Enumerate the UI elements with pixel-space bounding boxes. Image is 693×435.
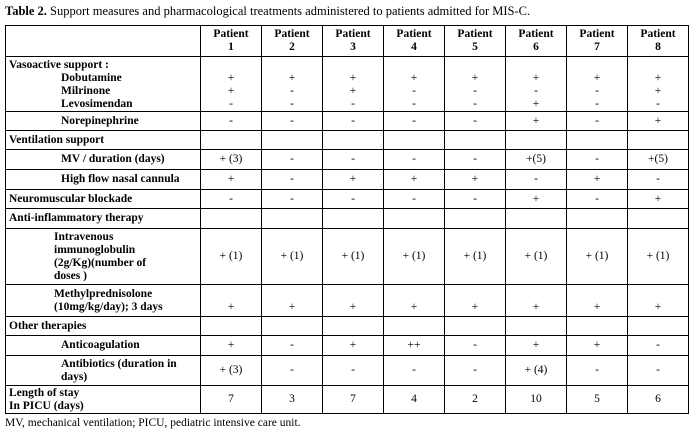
norepinephrine-cell: - <box>201 112 262 131</box>
norepinephrine-cell: - <box>445 112 506 131</box>
caption-text: Support measures and pharmacological treatments administered to patients admitted for MIS-C. <box>46 4 531 18</box>
norepinephrine-cell: + <box>628 112 689 131</box>
methylprednisolone-cell: + <box>628 285 689 317</box>
neuromuscular-cell: - <box>262 190 323 209</box>
length-of-stay-cell: 6 <box>628 386 689 414</box>
neuromuscular-label: Neuromuscular blockade <box>6 190 201 209</box>
ivig-cell: + (1) <box>262 229 323 285</box>
antibiotics-cell: - <box>384 356 445 386</box>
hfnc-cell: - <box>628 170 689 190</box>
antibiotics-cell: - <box>628 356 689 386</box>
anticoagulation-row <box>6 336 689 356</box>
vasoactive-row <box>6 57 689 112</box>
methylprednisolone-cell: + <box>567 285 628 317</box>
mv-label: MV / duration (days) <box>6 150 201 170</box>
norepinephrine-cell: - <box>567 112 628 131</box>
hfnc-cell: + <box>445 170 506 190</box>
length-of-stay-row <box>6 386 689 414</box>
length-of-stay-label: Length of stay In PICU (days) <box>6 386 201 414</box>
neuromuscular-cell: + <box>628 190 689 209</box>
mv-cell: +(5) <box>506 150 567 170</box>
norepinephrine-cell: - <box>323 112 384 131</box>
antibiotics-cell: - <box>323 356 384 386</box>
mv-cell: + (3) <box>201 150 262 170</box>
hfnc-cell: - <box>506 170 567 190</box>
antibiotics-label: Antibiotics (duration in days) <box>6 356 201 386</box>
vasoactive-cell: + - - <box>445 57 506 112</box>
antibiotics-cell: - <box>445 356 506 386</box>
anticoagulation-cell: + <box>201 336 262 356</box>
neuromuscular-cell: - <box>201 190 262 209</box>
mv-cell: - <box>323 150 384 170</box>
dobutamine-label: Dobutamine <box>61 72 122 84</box>
methylprednisolone-row <box>6 285 689 317</box>
vasoactive-cell: + + - <box>628 57 689 112</box>
length-of-stay-cell: 7 <box>323 386 384 414</box>
mv-cell: - <box>384 150 445 170</box>
header-blank-cell <box>6 26 201 57</box>
mv-row <box>6 150 689 170</box>
ivig-label: Intravenous immunoglobulin (2g/Kg)(number of doses ) <box>6 229 201 285</box>
anti-inflammatory-title: Anti-inflammatory therapy <box>6 209 201 229</box>
anticoagulation-cell: + <box>567 336 628 356</box>
other-therapies-title: Other therapies <box>6 317 201 336</box>
header-patient-2: Patient 2 <box>262 26 323 57</box>
norepinephrine-cell: - <box>384 112 445 131</box>
antibiotics-cell: + (3) <box>201 356 262 386</box>
anticoagulation-cell: + <box>506 336 567 356</box>
header-patient-5: Patient 5 <box>445 26 506 57</box>
treatment-table <box>5 25 689 414</box>
length-of-stay-cell: 2 <box>445 386 506 414</box>
neuromuscular-row <box>6 190 689 209</box>
neuromuscular-cell: - <box>445 190 506 209</box>
length-of-stay-cell: 10 <box>506 386 567 414</box>
ivig-cell: + (1) <box>445 229 506 285</box>
norepinephrine-cell: - <box>262 112 323 131</box>
anticoagulation-cell: - <box>445 336 506 356</box>
length-of-stay-cell: 5 <box>567 386 628 414</box>
methylprednisolone-cell: + <box>262 285 323 317</box>
vasoactive-cell: + - - <box>384 57 445 112</box>
table-caption <box>5 3 530 19</box>
levosimendan-label: Levosimendan <box>61 98 133 110</box>
anticoagulation-cell: - <box>262 336 323 356</box>
length-of-stay-cell: 7 <box>201 386 262 414</box>
length-of-stay-cell: 3 <box>262 386 323 414</box>
header-patient-4: Patient 4 <box>384 26 445 57</box>
methylprednisolone-label: Methylprednisolone (10mg/kg/day); 3 days <box>6 285 201 317</box>
ivig-row <box>6 229 689 285</box>
anti-inflammatory-title-row <box>6 209 689 229</box>
vasoactive-label-cell <box>6 57 201 112</box>
antibiotics-cell: + (4) <box>506 356 567 386</box>
methylprednisolone-cell: + <box>384 285 445 317</box>
antibiotics-cell: - <box>567 356 628 386</box>
ivig-cell: + (1) <box>384 229 445 285</box>
hfnc-label: High flow nasal cannula <box>6 170 201 190</box>
hfnc-cell: - <box>262 170 323 190</box>
antibiotics-cell: - <box>262 356 323 386</box>
caption-label: Table 2. <box>5 4 47 18</box>
vasoactive-cell: + - - <box>567 57 628 112</box>
header-patient-6: Patient 6 <box>506 26 567 57</box>
mv-cell: - <box>445 150 506 170</box>
methylprednisolone-cell: + <box>445 285 506 317</box>
antibiotics-row <box>6 356 689 386</box>
vasoactive-cell: + - + <box>506 57 567 112</box>
ivig-cell: + (1) <box>628 229 689 285</box>
header-row <box>6 26 689 57</box>
header-patient-1: Patient 1 <box>201 26 262 57</box>
ivig-cell: + (1) <box>506 229 567 285</box>
methylprednisolone-cell: + <box>201 285 262 317</box>
norepinephrine-row <box>6 112 689 131</box>
anticoagulation-label: Anticoagulation <box>6 336 201 356</box>
methylprednisolone-cell: + <box>506 285 567 317</box>
neuromuscular-cell: + <box>506 190 567 209</box>
hfnc-cell: + <box>201 170 262 190</box>
methylprednisolone-cell: + <box>323 285 384 317</box>
ivig-cell: + (1) <box>323 229 384 285</box>
anticoagulation-cell: ++ <box>384 336 445 356</box>
hfnc-cell: + <box>384 170 445 190</box>
other-therapies-title-row <box>6 317 689 336</box>
ivig-cell: + (1) <box>201 229 262 285</box>
ventilation-title: Ventilation support <box>6 131 201 150</box>
milrinone-label: Milrinone <box>61 85 111 97</box>
neuromuscular-cell: - <box>384 190 445 209</box>
header-patient-7: Patient 7 <box>567 26 628 57</box>
neuromuscular-cell: - <box>323 190 384 209</box>
mv-cell: - <box>567 150 628 170</box>
anticoagulation-cell: + <box>323 336 384 356</box>
table-footnote: MV, mechanical ventilation; PICU, pediatric intensive care unit. <box>5 417 301 429</box>
header-patient-3: Patient 3 <box>323 26 384 57</box>
vasoactive-cell: + + - <box>201 57 262 112</box>
norepinephrine-cell: + <box>506 112 567 131</box>
mv-cell: +(5) <box>628 150 689 170</box>
hfnc-cell: + <box>567 170 628 190</box>
ivig-cell: + (1) <box>567 229 628 285</box>
vasoactive-cell: + + - <box>323 57 384 112</box>
hfnc-row <box>6 170 689 190</box>
vasoactive-title: Vasoactive support : <box>9 59 109 71</box>
ventilation-title-row <box>6 131 689 150</box>
vasoactive-cell: + - - <box>262 57 323 112</box>
mv-cell: - <box>262 150 323 170</box>
header-patient-8: Patient 8 <box>628 26 689 57</box>
length-of-stay-cell: 4 <box>384 386 445 414</box>
hfnc-cell: + <box>323 170 384 190</box>
norepinephrine-label: Norepinephrine <box>6 112 201 131</box>
anticoagulation-cell: - <box>628 336 689 356</box>
neuromuscular-cell: - <box>567 190 628 209</box>
